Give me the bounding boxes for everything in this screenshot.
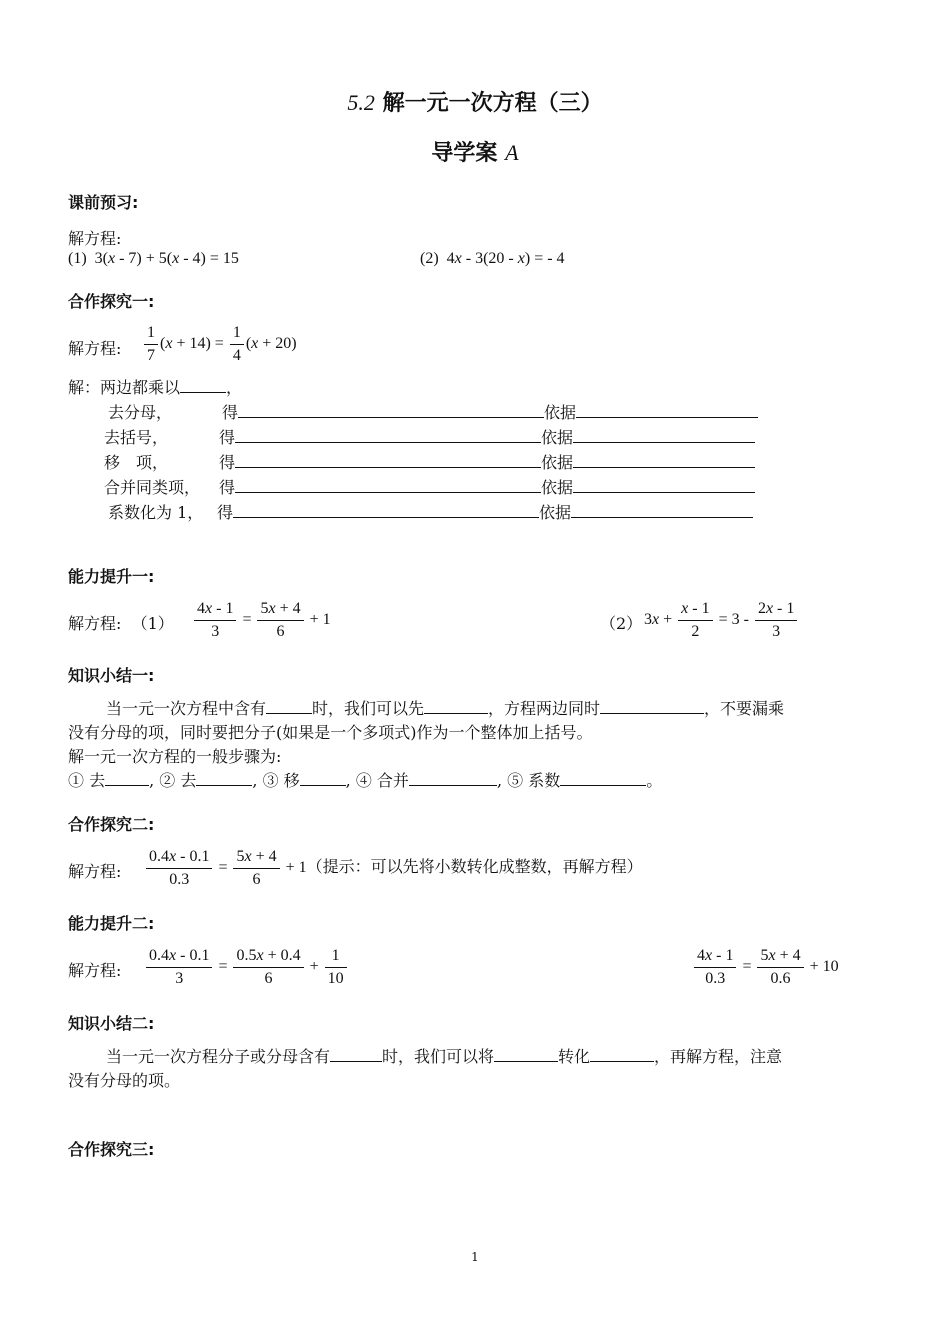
result-blank[interactable] [238, 403, 544, 418]
summary1-blank-2[interactable] [424, 699, 488, 714]
result-blank[interactable] [235, 428, 541, 443]
basis-blank[interactable] [573, 478, 755, 493]
step-blank-5[interactable] [560, 771, 646, 786]
summary2-blank-2[interactable] [494, 1047, 558, 1062]
summary1-blank-1[interactable] [266, 699, 312, 714]
step-row: 移 项， [104, 453, 169, 472]
section-heading-coop3: 合作探究三: [68, 1140, 155, 1159]
ability1-equation-1: $\frac{4x - 1}{3}$ = $\frac{5x + 4}{6}$ + 1 [192, 600, 331, 641]
step-blank-1[interactable] [105, 771, 149, 786]
basis-blank[interactable] [573, 428, 755, 443]
coop2-hint: （提示：可以先将小数转化成整数，再解方程） [306, 857, 643, 877]
preview-intro: 解方程: [68, 229, 122, 248]
section-heading-summary2: 知识小结二: [68, 1014, 155, 1033]
ability2-intro: 解方程: [68, 961, 122, 980]
section-heading-preview: 课前预习: [68, 193, 139, 212]
section-heading-summary1: 知识小结一: [68, 666, 155, 685]
de-label: 得 [217, 503, 234, 522]
step-blank-4[interactable] [409, 771, 497, 786]
summary1-blank-3[interactable] [600, 699, 704, 714]
title-number: 5.2 [347, 90, 375, 115]
page-subtitle [0, 136, 950, 167]
preview-equation-2: (2) 4x - 3(20 - x) = - 4 [420, 250, 565, 267]
coop1-equation: $\frac{1}{7}$ (x + 14) = $\frac{1}{4}$ (x + 20) [142, 324, 297, 365]
coop2-intro: 解方程: [68, 862, 122, 881]
subtitle-version: A [505, 140, 519, 165]
ability1-label-2: （2） [600, 614, 643, 633]
preview-equation-1: (1) 3(x - 7) + 5(x - 4) = 15 [68, 250, 239, 267]
summary2-blank-3[interactable] [590, 1047, 654, 1062]
section-heading-coop2: 合作探究二: [68, 815, 155, 834]
de-label: 得 [219, 478, 236, 497]
result-blank[interactable] [233, 503, 539, 518]
ability1-equation-2: 3x + $\frac{x - 1}{2}$ = 3 - $\frac{2x - 1}{3}$ [644, 600, 799, 641]
basis-label: 依据 [541, 453, 574, 472]
coop1-intro: 解方程: [68, 339, 122, 358]
section-heading-coop1: 合作探究一: [68, 292, 155, 311]
coop1-solution-line: 解：两边都乘以 ， [68, 378, 243, 397]
step-row: 去分母， [108, 403, 173, 422]
title-text: 解一元一次方程（三） [382, 91, 603, 116]
basis-blank[interactable] [573, 453, 755, 468]
step-row: 系数化为 1， [108, 503, 204, 522]
basis-label: 依据 [539, 503, 572, 522]
result-blank[interactable] [235, 453, 541, 468]
de-label: 得 [222, 403, 239, 422]
summary2-blank-1[interactable] [330, 1047, 382, 1062]
basis-label: 依据 [544, 403, 577, 422]
multiplier-blank[interactable] [180, 378, 226, 393]
page-title [0, 86, 950, 117]
section-heading-ability2: 能力提升二: [68, 914, 155, 933]
summary1-paragraph: 当一元一次方程中含有 时，我们可以先 ，方程两边同时 ，不要漏乘 没有分母的项，同时要把分子(如果是一个多项式)作为一个整体加上括号。 解一元一次方程的一般步骤为: ① 去 , ② 去 , ③ 移 , ④ 合并 , ⑤ 系数 。 [68, 699, 785, 790]
ability2-equation-1: $\frac{0.4x - 0.1}{3}$ = $\frac{0.5x + 0.4}{6}$ + $\frac{1}{10}$ [144, 947, 349, 988]
page-number: 1 [471, 1250, 479, 1264]
ability1-intro: 解方程: （1） [68, 614, 174, 633]
step-blank-3[interactable] [300, 771, 346, 786]
step-row: 去括号， [104, 428, 169, 447]
subtitle-text: 导学案 [431, 141, 498, 166]
basis-label: 依据 [541, 478, 574, 497]
ability2-equation-2: $\frac{4x - 1}{0.3}$ = $\frac{5x + 4}{0.6}$ + 10 [692, 947, 839, 988]
section-heading-ability1: 能力提升一: [68, 567, 155, 586]
summary2-paragraph: 当一元一次方程分子或分母含有 时，我们可以将 转化 ，再解方程，注意 没有分母的项。 [68, 1047, 783, 1090]
basis-blank[interactable] [576, 403, 758, 418]
step-blank-2[interactable] [196, 771, 252, 786]
de-label: 得 [219, 453, 236, 472]
step-row: 合并同类项， [104, 478, 201, 497]
basis-blank[interactable] [571, 503, 753, 518]
coop2-equation: $\frac{0.4x - 0.1}{0.3}$ = $\frac{5x + 4}{6}$ + 1（提示：可以先将小数转化成整数，再解方程） [144, 848, 643, 889]
basis-label: 依据 [541, 428, 574, 447]
result-blank[interactable] [235, 478, 541, 493]
de-label: 得 [219, 428, 236, 447]
